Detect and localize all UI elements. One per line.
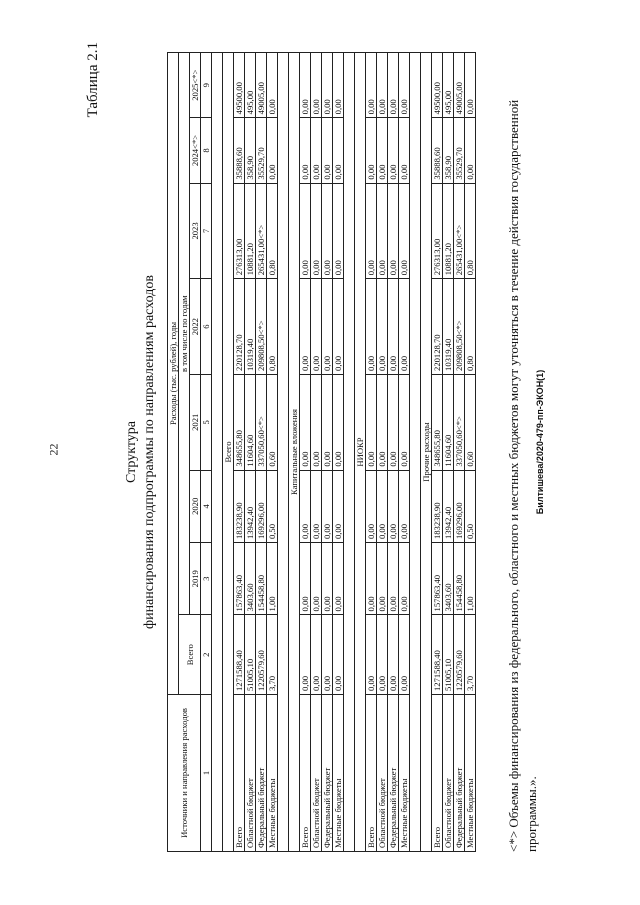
table-cell: 348655,80: [234, 374, 245, 470]
table-cell: 13942,40: [245, 470, 256, 542]
table-cell: 1,00: [465, 543, 476, 615]
table-cell: 49500,00: [234, 53, 245, 118]
table-row: [311, 53, 322, 852]
table-cell: 0,00: [311, 615, 322, 695]
table-cell: 51005,10: [443, 615, 454, 695]
title-line-1: Структура: [124, 420, 139, 484]
table-cell: 13942,40: [443, 470, 454, 542]
table-row: [443, 53, 454, 852]
col-number: 1: [201, 695, 212, 852]
table-cell: 0,00: [322, 374, 333, 470]
table-row: [300, 53, 311, 852]
table-cell: 49005,00: [256, 53, 267, 118]
table-caption: Таблица 2.1: [85, 42, 101, 118]
spacer-cell: [344, 53, 355, 852]
table-cell: 0,00: [377, 543, 388, 615]
table-cell: 49005,00: [454, 53, 465, 118]
table-cell: 0,60: [267, 374, 278, 470]
spacer-cell: [410, 53, 421, 852]
table-cell: 35888,60: [432, 118, 443, 183]
table-cell: 0,00: [399, 374, 410, 470]
table-cell: 358,90: [443, 118, 454, 183]
table-cell: 1271588,40: [234, 615, 245, 695]
col-number: 8: [201, 118, 212, 183]
section-title-row: [355, 53, 366, 852]
table-cell: 0,00: [465, 118, 476, 183]
header-year: 2021: [190, 374, 201, 470]
section-title-row: [223, 53, 234, 852]
spacer-cell: [278, 53, 289, 852]
table-cell: 0,00: [311, 543, 322, 615]
table-cell: 358,90: [245, 118, 256, 183]
row-label: Местные бюджеты: [333, 695, 344, 852]
table-cell: 0,00: [267, 118, 278, 183]
table-cell: 0,00: [388, 53, 399, 118]
table-cell: 0,00: [399, 543, 410, 615]
table-cell: 1220579,60: [454, 615, 465, 695]
col-number: 5: [201, 374, 212, 470]
row-label: Федеральный бюджет: [322, 695, 333, 852]
table-cell: 183238,90: [432, 470, 443, 542]
document-id: Билтишева/2020-479-пп-ЭКОН(1): [535, 369, 545, 515]
table-cell: 0,00: [366, 470, 377, 542]
table-cell: 0,00: [366, 279, 377, 375]
col-number: 7: [201, 183, 212, 279]
table-head: [168, 53, 212, 852]
table-cell: 0,00: [366, 53, 377, 118]
table-cell: 0,00: [377, 374, 388, 470]
table-cell: 0,00: [311, 53, 322, 118]
table-cell: 11604,60: [245, 374, 256, 470]
table-cell: 495,00: [245, 53, 256, 118]
page-number: 22: [46, 443, 61, 456]
table-cell: 0,00: [388, 615, 399, 695]
table-cell: 337050,60<*>: [454, 374, 465, 470]
table-cell: 0,00: [311, 118, 322, 183]
table-cell: 0,00: [366, 615, 377, 695]
table-cell: 0,00: [388, 183, 399, 279]
table-cell: 0,00: [333, 279, 344, 375]
row-label: Федеральный бюджет: [454, 695, 465, 852]
table-body: [212, 53, 476, 852]
table-cell: 10319,40: [443, 279, 454, 375]
section-title: Всего: [223, 53, 234, 852]
table-cell: 1220579,60: [256, 615, 267, 695]
table-cell: 0,00: [311, 183, 322, 279]
table-cell: 0,00: [322, 279, 333, 375]
header-source: Источники и направления расходов: [168, 695, 201, 852]
section-title: Прочие расходы: [421, 53, 432, 852]
table-row: [234, 53, 245, 852]
table-row: [399, 53, 410, 852]
table-cell: 0,00: [333, 470, 344, 542]
table-cell: 276313,00: [432, 183, 443, 279]
table-cell: 3,70: [267, 615, 278, 695]
table-cell: 3403,60: [245, 543, 256, 615]
col-number: 3: [201, 543, 212, 615]
table-cell: 154458,80: [256, 543, 267, 615]
table-cell: 0,00: [267, 53, 278, 118]
header-year: 2024<*>: [190, 118, 201, 183]
table-cell: 0,00: [300, 543, 311, 615]
table-cell: 0,80: [267, 279, 278, 375]
table-cell: 495,00: [443, 53, 454, 118]
table-cell: 0,00: [399, 615, 410, 695]
col-number: 2: [201, 615, 212, 695]
table-cell: 265431,00<*>: [256, 183, 267, 279]
table-cell: 3403,60: [443, 543, 454, 615]
row-label: Областной бюджет: [245, 695, 256, 852]
table-cell: 0,00: [333, 53, 344, 118]
table-row: [322, 53, 333, 852]
table-cell: 154458,80: [454, 543, 465, 615]
table-cell: 276313,00: [234, 183, 245, 279]
table-cell: 0,00: [399, 53, 410, 118]
section-spacer: [410, 53, 421, 852]
table-cell: 183238,90: [234, 470, 245, 542]
section-title-row: [289, 53, 300, 852]
table-cell: 35529,70: [454, 118, 465, 183]
document-title: [123, 32, 159, 872]
table-cell: 0,00: [300, 183, 311, 279]
table-cell: 0,00: [377, 279, 388, 375]
table-cell: 0,00: [333, 183, 344, 279]
header-year: 2022: [190, 279, 201, 375]
section-spacer: [344, 53, 355, 852]
table-row: [333, 53, 344, 852]
row-label: Всего: [300, 695, 311, 852]
table-cell: 0,00: [388, 470, 399, 542]
table-cell: 0,00: [465, 53, 476, 118]
table-cell: 0,00: [399, 118, 410, 183]
col-number: 4: [201, 470, 212, 542]
table-cell: 0,00: [300, 470, 311, 542]
table-cell: 10319,40: [245, 279, 256, 375]
table-cell: 11604,60: [443, 374, 454, 470]
row-label: Местные бюджеты: [399, 695, 410, 852]
table-cell: 169296,00: [454, 470, 465, 542]
table-cell: 0,80: [465, 279, 476, 375]
table-cell: 348655,80: [432, 374, 443, 470]
table-row: [245, 53, 256, 852]
table-cell: 0,00: [300, 118, 311, 183]
table-cell: 337050,60<*>: [256, 374, 267, 470]
table-cell: 157863,40: [234, 543, 245, 615]
table-cell: 0,80: [267, 183, 278, 279]
table-cell: 0,00: [322, 183, 333, 279]
table-cell: 0,00: [333, 374, 344, 470]
section-title: НИОКР: [355, 53, 366, 852]
table-cell: 220128,70: [234, 279, 245, 375]
table-cell: 0,00: [388, 374, 399, 470]
row-label: Местные бюджеты: [267, 695, 278, 852]
table-cell: 0,00: [333, 118, 344, 183]
table-cell: 0,00: [366, 374, 377, 470]
col-number: 9: [201, 53, 212, 118]
table-cell: 0,80: [465, 183, 476, 279]
table-cell: 0,00: [399, 279, 410, 375]
table-row: [377, 53, 388, 852]
header-year: 2025<*>: [190, 53, 201, 118]
row-label: Федеральный бюджет: [256, 695, 267, 852]
table-cell: 0,00: [377, 118, 388, 183]
table-cell: 51005,10: [245, 615, 256, 695]
table-cell: 0,00: [388, 543, 399, 615]
row-label: Областной бюджет: [377, 695, 388, 852]
section-spacer: [278, 53, 289, 852]
table-cell: 0,00: [311, 470, 322, 542]
table-cell: 0,00: [366, 543, 377, 615]
table-cell: 0,50: [465, 470, 476, 542]
table-row: [454, 53, 465, 852]
table-row: [388, 53, 399, 852]
header-total: Всего: [179, 615, 201, 695]
table-cell: 0,00: [377, 615, 388, 695]
col-number: 6: [201, 279, 212, 375]
table-cell: 209808,50<*>: [454, 279, 465, 375]
table-cell: 0,00: [377, 53, 388, 118]
table-cell: 0,00: [311, 374, 322, 470]
table-cell: 209808,50<*>: [256, 279, 267, 375]
table-cell: 0,00: [366, 183, 377, 279]
table-cell: 10881,20: [245, 183, 256, 279]
header-in-years: в том числе по годам: [179, 53, 190, 615]
section-title: Капитальные вложения: [289, 53, 300, 852]
table-cell: 169296,00: [256, 470, 267, 542]
table-cell: 157863,40: [432, 543, 443, 615]
row-label: Областной бюджет: [311, 695, 322, 852]
table-cell: 1,00: [267, 543, 278, 615]
table-row: [465, 53, 476, 852]
table-cell: 0,00: [333, 615, 344, 695]
table-cell: 1271588,40: [432, 615, 443, 695]
header-year: 2019: [190, 543, 201, 615]
table-cell: 0,00: [322, 118, 333, 183]
table-cell: 10881,20: [443, 183, 454, 279]
table-cell: 0,00: [300, 615, 311, 695]
spacer-cell: [212, 53, 223, 852]
row-label: Федеральный бюджет: [388, 695, 399, 852]
table-cell: 0,00: [388, 118, 399, 183]
table-cell: 220128,70: [432, 279, 443, 375]
table-cell: 265431,00<*>: [454, 183, 465, 279]
table-cell: 0,00: [388, 279, 399, 375]
row-label: Всего: [366, 695, 377, 852]
table-cell: 0,00: [322, 543, 333, 615]
table-row: [366, 53, 377, 852]
table-cell: 0,50: [267, 470, 278, 542]
table-cell: 0,00: [322, 470, 333, 542]
table-row: [256, 53, 267, 852]
table-cell: 0,00: [399, 470, 410, 542]
table-cell: 0,00: [399, 183, 410, 279]
table-row: [267, 53, 278, 852]
table-cell: 0,00: [322, 615, 333, 695]
title-line-2: финансирования подпрограммы по направлениям расходов: [142, 275, 157, 629]
table-cell: 0,00: [377, 470, 388, 542]
table-cell: 0,00: [300, 279, 311, 375]
table-cell: 0,00: [311, 279, 322, 375]
financing-table: [167, 52, 476, 852]
table-cell: 3,70: [465, 615, 476, 695]
row-label: Всего: [234, 695, 245, 852]
table-cell: 0,00: [300, 374, 311, 470]
section-spacer: [212, 53, 223, 852]
rotated-page-content: [85, 32, 555, 872]
table-cell: 0,00: [366, 118, 377, 183]
table-cell: 0,00: [322, 53, 333, 118]
table-cell: 0,00: [377, 183, 388, 279]
row-label: Местные бюджеты: [465, 695, 476, 852]
row-label: Всего: [432, 695, 443, 852]
table-cell: 0,00: [300, 53, 311, 118]
table-cell: 49500,00: [432, 53, 443, 118]
header-year: 2023: [190, 183, 201, 279]
header-year: 2020: [190, 470, 201, 542]
table-cell: 35888,60: [234, 118, 245, 183]
table-cell: 0,60: [465, 374, 476, 470]
table-cell: 0,00: [333, 543, 344, 615]
section-title-row: [421, 53, 432, 852]
header-expenses: Расходы (тыс. рублей), годы: [168, 53, 179, 695]
header-col-numbers: [201, 53, 212, 852]
table-row: [432, 53, 443, 852]
footnote: <*> Объемы финансирования из федерального, областного и местных бюджетов могут уточняться в течение действия государственной программы.».: [506, 99, 539, 852]
table-cell: 35529,70: [256, 118, 267, 183]
row-label: Областной бюджет: [443, 695, 454, 852]
